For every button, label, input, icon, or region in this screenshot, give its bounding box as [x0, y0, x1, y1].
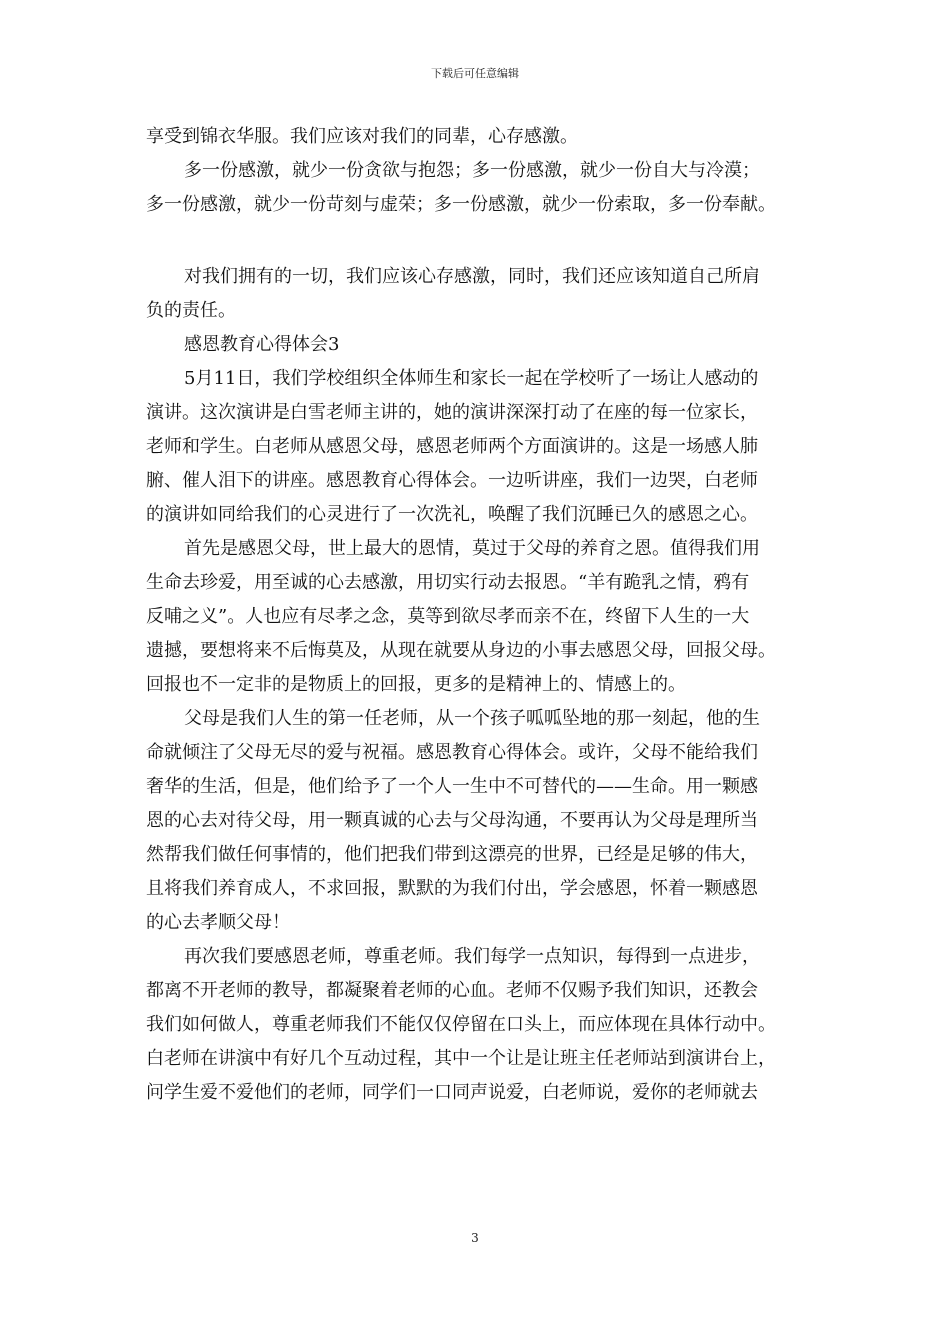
text-line: 命就倾注了父母无尽的爱与祝福。感恩教育心得体会。或许，父母不能给我们: [146, 742, 758, 763]
page-header-note: 下载后可任意编辑: [431, 67, 519, 80]
text-line: 多一份感激，就少一份贪欲与抱怨；多一份感激，就少一份自大与冷漠；: [184, 160, 760, 181]
text-line: 演讲。这次演讲是白雪老师主讲的，她的演讲深深打动了在座的每一位家长，: [146, 402, 758, 423]
text-line: 我们如何做人，尊重老师我们不能仅仅停留在口头上，而应体现在具体行动中。: [146, 1014, 776, 1035]
text-line: 生命去珍爱，用至诚的心去感激，用切实行动去报恩。“羊有跪乳之情，鸦有: [146, 572, 750, 593]
text-line: 腑、催人泪下的讲座。感恩教育心得体会。一边听讲座，我们一边哭，白老师: [146, 470, 758, 491]
text-line: 的心去孝顺父母！: [146, 912, 290, 933]
text-line: 再次我们要感恩老师，尊重老师。我们每学一点知识，每得到一点进步，: [184, 946, 760, 967]
text-line: 享受到锦衣华服。我们应该对我们的同辈，心存感激。: [146, 126, 578, 147]
text-line: 的演讲如同给我们的心灵进行了一次洗礼，唤醒了我们沉睡已久的感恩之心。: [146, 504, 758, 525]
text-line: 多一份感激，就少一份苛刻与虚荣；多一份感激，就少一份索取，多一份奉献。: [146, 194, 776, 215]
text-line: 回报也不一定非的是物质上的回报，更多的是精神上的、情感上的。: [146, 674, 686, 695]
text-line: 且将我们养育成人，不求回报，默默的为我们付出，学会感恩，怀着一颗感恩: [146, 878, 758, 899]
text-line: 然帮我们做任何事情的，他们把我们带到这漂亮的世界，已经是足够的伟大，: [146, 844, 758, 865]
text-line: 奢华的生活，但是，他们给予了一个人一生中不可替代的——生命。用一颗感: [146, 776, 758, 797]
text-line: 遗撼，要想将来不后悔莫及，从现在就要从身边的小事去感恩父母，回报父母。: [146, 640, 776, 661]
paragraph-spacer: [146, 222, 824, 260]
text-line: 对我们拥有的一切，我们应该心存感激，同时，我们还应该知道自己所肩: [184, 266, 760, 287]
text-line: 父母是我们人生的第一任老师，从一个孩子呱呱坠地的那一刻起，他的生: [184, 708, 760, 729]
text-line: 首先是感恩父母，世上最大的恩情，莫过于父母的养育之恩。值得我们用: [184, 538, 760, 559]
text-line: 白老师在讲演中有好几个互动过程，其中一个让是让班主任老师站到演讲台上，: [146, 1048, 776, 1069]
text-line: 5月11日，我们学校组织全体师生和家长一起在学校听了一场让人感动的: [184, 368, 759, 389]
document-body: [146, 120, 824, 1110]
text-line: 老师和学生。白老师从感恩父母，感恩老师两个方面演讲的。这是一场感人肺: [146, 436, 758, 457]
page-number: 3: [471, 1231, 479, 1245]
text-line: 问学生爱不爱他们的老师，同学们一口同声说爱，白老师说，爱你的老师就去: [146, 1082, 758, 1103]
text-line: 反哺之义”。人也应有尽孝之念，莫等到欲尽孝而亲不在，终留下人生的一大: [146, 606, 750, 627]
text-line: 都离不开老师的教导，都凝聚着老师的心血。老师不仅赐予我们知识，还教会: [146, 980, 758, 1001]
text-line: 负的责任。: [146, 300, 236, 321]
text-line: 恩的心去对待父母，用一颗真诚的心去与父母沟通，不要再认为父母是理所当: [146, 810, 758, 831]
section-heading: 感恩教育心得体会3: [184, 334, 340, 355]
